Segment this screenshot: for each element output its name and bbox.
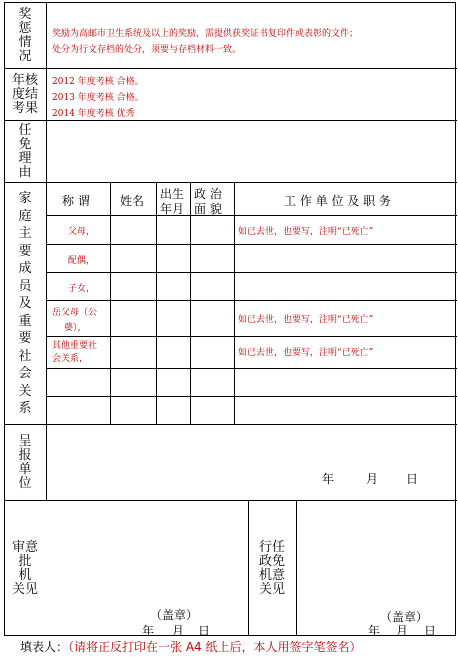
col-divider (190, 182, 191, 424)
appoint-label: 任 免 理 由 (18, 122, 32, 180)
admin-seal: （盖章） (380, 610, 429, 624)
family-relation: 会关系， (52, 354, 89, 364)
row-divider (46, 244, 457, 245)
family-relation: 配偶， (68, 256, 96, 266)
annual-label: 年核 度结 考果 (11, 73, 38, 116)
family-work: 如已去世，也要写，注明“已死亡” (238, 315, 374, 325)
row-divider (4, 500, 457, 501)
approval-month: 月 (172, 624, 185, 638)
report-day: 日 (406, 472, 419, 486)
family-work: 如已去世，也要写，注明“已死亡” (238, 227, 374, 237)
family-relation: 父母， (68, 227, 96, 237)
row-divider (46, 368, 457, 369)
row-divider (46, 396, 457, 397)
admin-year: 年 (368, 624, 381, 638)
header-name: 姓名 (120, 194, 145, 208)
awards-label: 奖 惩 情 况 (18, 7, 32, 64)
approval-day: 日 (198, 624, 211, 638)
annual-item: 2014 年度考核 优秀 (52, 109, 135, 119)
family-work: 如已去世，也要写，注明“已死亡” (238, 348, 374, 358)
col-divider (46, 2, 47, 500)
awards-note-2: 处分为行文存档的处分，须要与存档材料一致。 (52, 45, 242, 55)
family-relation: 婆）， (64, 323, 87, 333)
family-label: 家 庭 主 要 成 员 及 重 要 社 会 关 系 (18, 191, 32, 417)
family-relation: 岳父母（公 (52, 308, 98, 318)
row-divider (46, 272, 457, 273)
row-divider (46, 300, 457, 301)
col-divider (156, 182, 157, 424)
approval-label: 审意 批 机 关见 (11, 540, 38, 597)
admin-label: 行任 政免 机意 关见 (258, 540, 285, 597)
admin-day: 日 (424, 624, 437, 638)
report-month: 月 (366, 472, 379, 486)
print-instruction: （请将正反打印在一张 A4 纸上后，本人用签字笔签名） (68, 640, 362, 654)
family-relation: 其他重要社 (52, 341, 98, 351)
approval-year: 年 (142, 624, 155, 638)
report-label: 呈 报 单 位 (18, 433, 32, 491)
header-birth-bottom: 年月 (160, 202, 185, 216)
header-politics-top: 政 治 (194, 187, 222, 201)
filler-label: 填表人： (20, 640, 69, 654)
row-divider (4, 182, 457, 183)
col-divider (296, 500, 297, 636)
row-divider (46, 336, 457, 337)
row-divider (46, 215, 457, 216)
annual-item: 2012 年度考核 合格。 (52, 77, 144, 87)
admin-month: 月 (396, 624, 409, 638)
footer-note (20, 638, 362, 655)
annual-item: 2013 年度考核 合格。 (52, 93, 144, 103)
family-relation: 子女， (68, 284, 96, 294)
header-relation: 称 谓 (62, 194, 90, 208)
row-divider (4, 68, 457, 69)
report-year: 年 (322, 472, 335, 486)
awards-note-1: 奖励为高邮市卫生系统及以上的奖励，需提供获奖证书复印件或表彰的文件； (52, 29, 359, 39)
header-birth-top: 出生 (160, 187, 185, 201)
row-divider (4, 120, 457, 121)
row-divider (4, 424, 457, 425)
col-divider (110, 182, 111, 424)
header-work: 工 作 单 位 及 职 务 (284, 194, 391, 208)
col-divider (234, 182, 235, 424)
header-politics-bottom: 面 貌 (194, 202, 222, 216)
approval-seal: （盖章） (150, 608, 199, 622)
